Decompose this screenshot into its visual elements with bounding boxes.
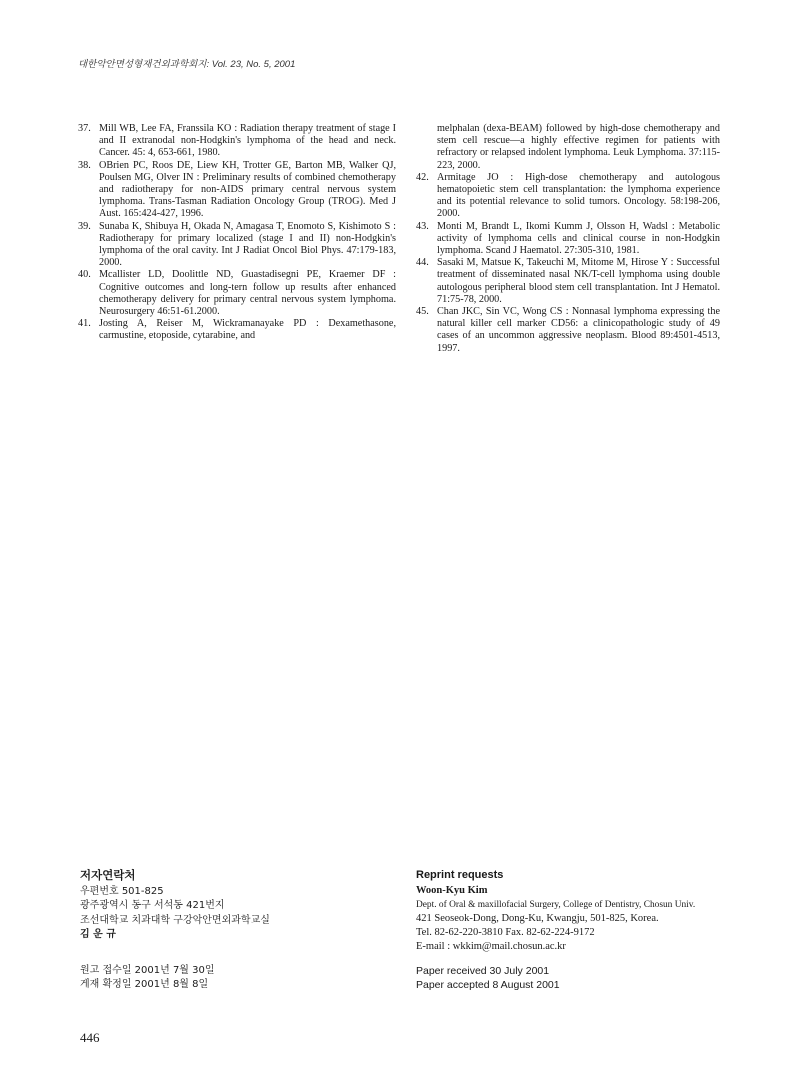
- references-right-column: [416, 123, 720, 355]
- postal-code: 우편번호 501-825: [80, 885, 164, 897]
- reference-text: Sunaba K, Shibuya H, Okada N, Amagasa T, Enomoto S, Kishimoto S : Radiotherapy for primary localized (stage I and II) non-Hodgkin's lymphoma of the oral cavity. Int J Radiat Oncol Biol Phys. 47:179-183, 2000.: [99, 220, 396, 269]
- reference-text: melphalan (dexa-BEAM) followed by high-dose chemotherapy and stem cell rescue—a highly effective regimen for patients with refractory or relapsed indolent lymphoma. Leuk Lymphoma. 37:115-223, 2000.: [437, 123, 720, 171]
- department: Dept. of Oral & maxillofacial Surgery, College of Dentistry, Chosun Univ.: [416, 900, 696, 910]
- reference-continuation: [416, 123, 720, 172]
- author-name: Woon-Kyu Kim: [416, 885, 488, 896]
- contact-title: 저자연락처: [80, 868, 136, 882]
- reference-item: [78, 123, 396, 160]
- author-contact-korean: [80, 868, 380, 943]
- accepted-date: 게재 확정일 2001년 8월 8일: [80, 979, 209, 990]
- reference-text: Chan JKC, Sin VC, Wong CS : Nonnasal lymphoma expressing the natural killer cell marker CD56: a clinicopathologic study of 49 cases of an uncommon aggressive neoplasm. Blood 89:4501-4513, 1997.: [437, 306, 720, 354]
- reference-item: [78, 318, 396, 342]
- reference-text: Monti M, Brandt L, Ikomi Kumm J, Olsson H, Wadsl : Metabolic activity of lymphoma cells and clinical course in non-Hodgkin lymphoma. Scand J Haematol. 27:305-310, 1981.: [437, 220, 720, 257]
- reference-number: 38.: [78, 159, 91, 171]
- reference-text: Sasaki M, Matsue K, Takeuchi M, Mitome M, Hirose Y : Successful treatment of disseminated nasal NK/T-cell lymphoma using double autologous peripheral blood stem cell transplantation. Int J Hematol. 71:75-78, 2000.: [437, 257, 720, 305]
- reference-text: Josting A, Reiser M, Wickramanayake PD : Dexamethasone, carmustine, etoposide, cytarabine, and: [99, 318, 396, 342]
- reference-text: Armitage JO : High-dose chemotherapy and autologous hematopoietic stem cell transplantation: the lymphoma experience and its potential relevance to solid tumors. Oncology. 58:198-206, 2000.: [437, 171, 720, 220]
- email: E-mail : wkkim@mail.chosun.ac.kr: [416, 941, 566, 952]
- accepted-date: Paper accepted 8 August 2001: [416, 979, 560, 991]
- reference-number: 42.: [416, 171, 429, 183]
- dates-english: [416, 964, 560, 992]
- reference-item: [78, 269, 396, 318]
- reference-number: 43.: [416, 220, 429, 232]
- reference-text: Mill WB, Lee FA, Franssila KO : Radiation therapy treatment of stage I and II extranodal non-Hodgkin's lymphoma of the head and neck. Cancer. 45: 4, 653-661, 1980.: [99, 123, 396, 159]
- reference-item: [416, 257, 720, 306]
- reference-item: [416, 172, 720, 221]
- contact-title: Reprint requests: [416, 869, 504, 881]
- reference-item: [416, 306, 720, 355]
- reference-number: 37.: [78, 123, 91, 134]
- reference-text: OBrien PC, Roos DE, Liew KH, Trotter GE, Barton MB, Walker QJ, Poulsen MG, Olver IN : Preliminary results of combined chemotherapy and radiotherapy for non-AIDS primary central nervous system lymphoma. Trans-Tasman Radiation Oncology Group (TROG). Med J Aust. 165:424-427, 1996.: [99, 159, 396, 220]
- page-number: 446: [80, 1030, 100, 1045]
- affiliation: 조선대학교 치과대학 구강악안면외과학교실: [80, 914, 270, 926]
- reference-text: Mcallister LD, Doolittle ND, Guastadisegni PE, Kraemer DF : Cognitive outcomes and long-tern follow up results after enhanced chemotherapy delivery for primary central nervous system lymphoma. Neurosurgery 46:51-61.2000.: [99, 269, 396, 318]
- address: 421 Seoseok-Dong, Dong-Ku, Kwangju, 501-825, Korea.: [416, 913, 659, 924]
- author-name: 김 운 규: [80, 929, 116, 940]
- reprint-requests: [416, 868, 756, 954]
- reference-number: 40.: [78, 269, 91, 281]
- reference-item: [78, 221, 396, 270]
- reference-item: [416, 221, 720, 258]
- reference-number: 39.: [78, 220, 91, 232]
- journal-header: 대한악안면성형재건외과학회지: Vol. 23, No. 5, 2001: [78, 59, 296, 70]
- dates-korean: [80, 964, 215, 992]
- reference-number: 41.: [78, 318, 91, 330]
- reference-item: [78, 160, 396, 221]
- received-date: 원고 접수일 2001년 7월 30일: [80, 965, 215, 976]
- references-left-column: [78, 123, 396, 343]
- reference-number: 45.: [416, 306, 429, 318]
- phone-fax: Tel. 82-62-220-3810 Fax. 82-62-224-9172: [416, 927, 595, 938]
- address: 광주광역시 동구 서석동 421번지: [80, 900, 225, 911]
- received-date: Paper received 30 July 2001: [416, 965, 550, 977]
- reference-number: 44.: [416, 257, 429, 269]
